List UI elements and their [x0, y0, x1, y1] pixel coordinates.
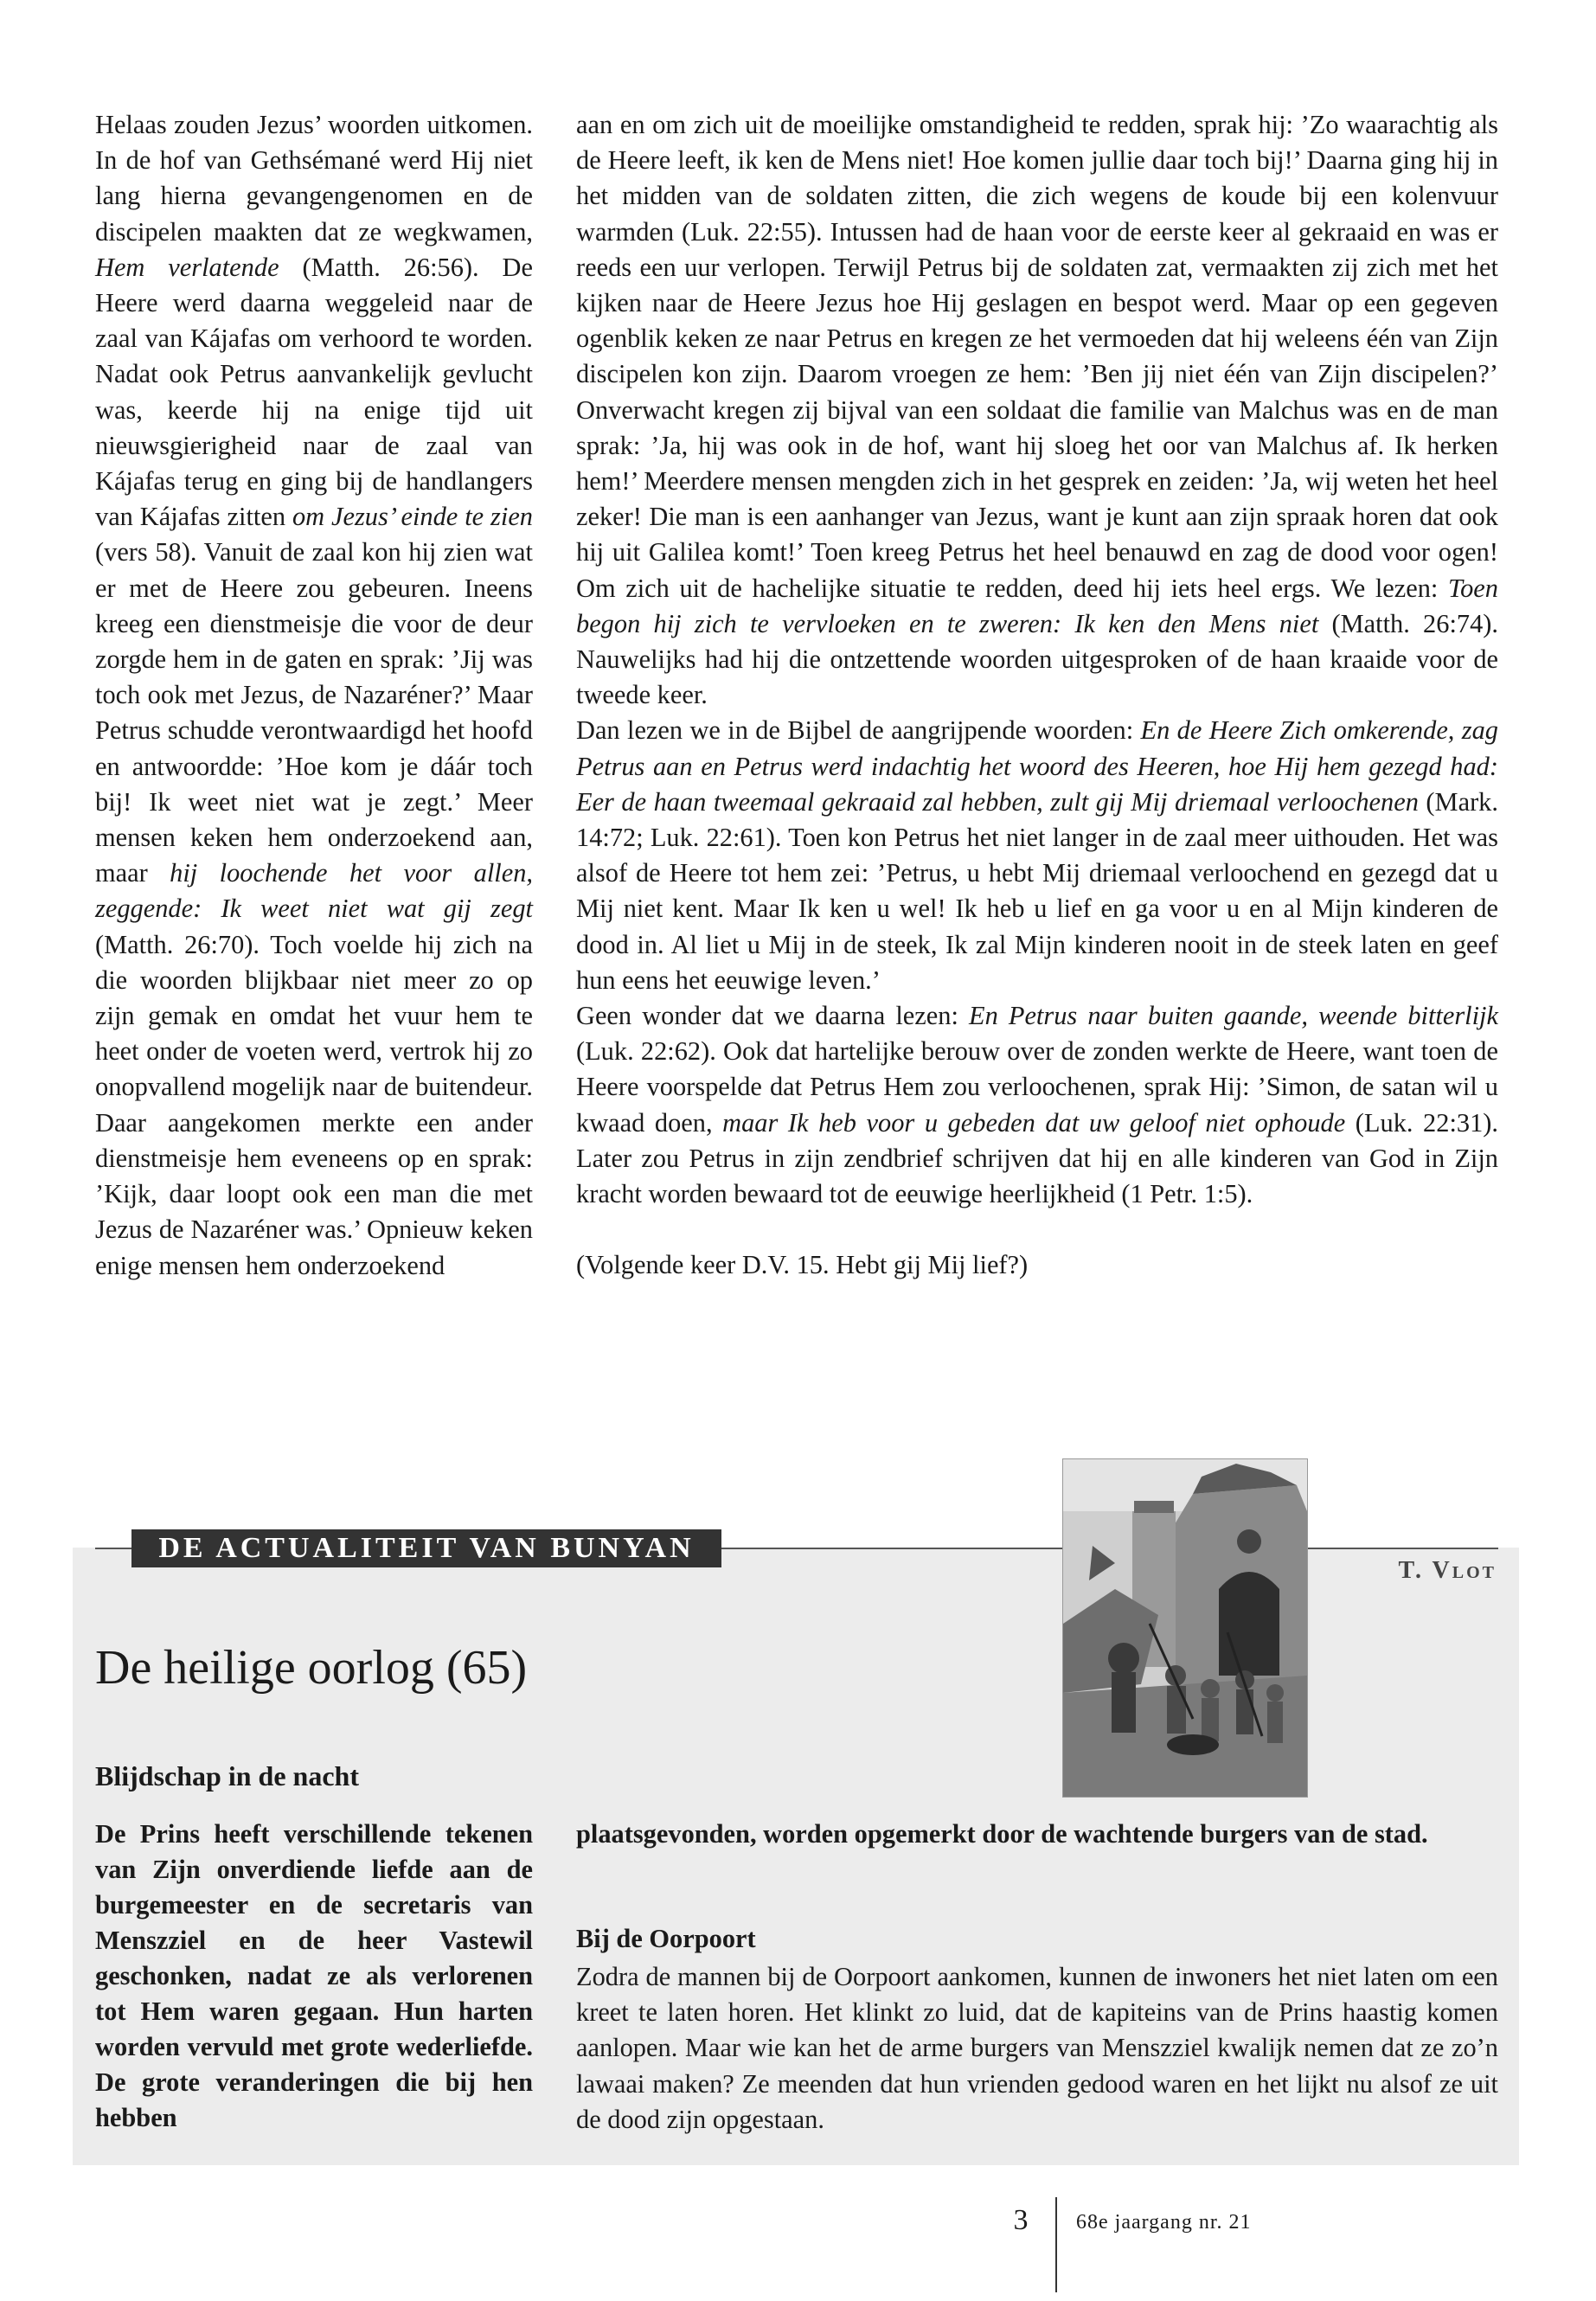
text-run: (Luk. 22:31). Later zou Petrus in zijn zendbrief schrijven dat hij en alle kinderen van God in Zijn kracht worden bewaard tot de eeuwige heerlijkheid (1 Petr. 1:5). [576, 1107, 1499, 1209]
text-run: (Luk. 22:62). Ook dat hartelijke berouw over de zonden werkte de Heere, want toen de Heere voorspelde dat Petrus Hem zou verloochenen, sprak Hij: ’Simon, de satan wil u kwaad doen, [576, 1036, 1498, 1138]
italic-quote: Hem verlatende [95, 252, 279, 282]
article-title: De heilige oorlog (65) [95, 1641, 528, 1695]
right-article-column [576, 107, 1498, 1284]
text-run: (vers 58). Vanuit de zaal kon hij zien wat er met de Heere zou gebeuren. Ineens kreeg een dienstmeisje die voor de deur zorgde hem in de gaten en sprak: ’Jij was toch ook met Jezus, de Nazaréner?’ Maar Petrus schudde verontwaardigd het hoofd en antwoordde: ’Hoe kom je dáár toch bij! Ik weet niet wat je zegt.’ Meer mensen keken hem onderzoekend aan, maar [95, 537, 533, 888]
right-paragraph-2 [576, 713, 1498, 998]
text-run: Dan lezen we in de Bijbel de aangrijpende woorden: [576, 715, 1141, 746]
text-run: (Matth. 26:74). Nauwelijks had hij die ontzettende woorden uitgesproken of de haan kraaide voor de tweede keer. [576, 608, 1498, 710]
text-run: aan en om zich uit de moeilijke omstandigheid te redden, sprak hij: ’Zo waarachtig als de Heere leeft, ik ken de Mens niet! Hoe komen jullie daar toch bij!’ Daarna ging hij in het midden van de soldaten zitten, die zich wegens de koude bij een kolenvuur warmden (Luk. 22:55). Intussen had de haan voor de eerste keer al gekraaid en was er reeds een uur verlopen. Terwijl Petrus bij de soldaten zat, vermaakten zij zich met het kijken naar de Heere Jezus hoe Hij geslagen en bespot werd. Maar op een gegeven ogenblik keken ze naar Petrus en kregen ze het vermoeden dat hij weleens één van Zijn discipelen kon zijn. Daarom vroegen ze hem: ’Ben jij niet één van Zijn discipelen?’ Onverwacht kregen zij bijval van een soldaat die familie van Malchus was en de man sprak: ’Ja, hij was ook in de hof, want hij sloeg het oor van Malchus af. Ik herken hem!’ Meerdere mensen mengden zich in het gesprek en zeiden: ’Ja, wij weten het heel zeker! Die man is een aanhanger van Jezus, want je kunt aan zijn spraak horen dat ook hij uit Galilea komt!’ Toen kreeg Petrus het heel benauwd en zag de dood voor ogen! Om zich uit de hachelijke situatie te redden, deed hij iets heel ergs. We lezen: [576, 110, 1498, 603]
next-time-note: (Volgende keer D.V. 15. Hebt gij Mij lief?) [576, 1250, 1029, 1280]
section-label: DE ACTUALITEIT VAN BUNYAN [131, 1529, 721, 1567]
text-run: (Matth. 26:70). Toch voelde hij zich na die woorden blijkbaar niet meer zo op zijn gemak en omdat het vuur hem te heet onder de voeten werd, vertrok hij zo onopvallend mogelijk naar de buitendeur. Daar aangekomen merkte een ander dienstmeisje hem eveneens op en sprak: ’Kijk, daar loopt ook een man die met Jezus de Nazaréner was.’ Opnieuw keken enige mensen hem onderzoekend [95, 929, 533, 1280]
castle-siege-engraving-icon [1063, 1459, 1307, 1797]
italic-quote: En Petrus naar buiten gaande, weende bitterlijk [969, 1001, 1498, 1031]
footer-divider [1055, 2197, 1057, 2292]
text-run: (Mark. 14:72; Luk. 22:61). Toen kon Petrus het niet langer in de zaal meer uithouden. Het was alsof de Heere tot hem zei: ’Petrus, u hebt Mij driemaal verloochend en gezegd dat u Mij niet kent. Maar Ik ken u wel! Ik heb u lief en ga voor u en al Mijn kinderen de dood in. Al liet u Mij in de steek, Ik zal Mijn kinderen nooit in de steek laten en geef hun eens het eeuwige leven.’ [576, 786, 1498, 995]
italic-quote: om Jezus’ einde te zien [292, 502, 534, 532]
text-run: Helaas zouden Jezus’ woorden uitkomen. In de hof van Gethsémané werd Hij niet lang hierna gevangengenomen en de discipelen maakten dat ze wegkwamen, [95, 110, 533, 247]
text-run: (Matth. 26:56). De Heere werd daarna weggeleid naar de zaal van Kájafas om verhoord te worden. Nadat ook Petrus aanvankelijk gevlucht was, keerde hij na enige tijd uit nieuwsgierigheid naar de zaal van Kájafas terug en ging bij de handlangers van Kájafas zitten [95, 252, 533, 532]
author-name: T. Vlot [1398, 1557, 1497, 1584]
right-paragraph-3 [576, 998, 1498, 1212]
italic-quote: maar Ik heb voor u gebeden dat uw geloof niet ophoude [722, 1107, 1346, 1138]
section-heading: Bij de Oorpoort [576, 1924, 756, 1953]
left-article-column [95, 107, 533, 1284]
text-run: Geen wonder dat we daarna lezen: [576, 1001, 970, 1031]
article-subheading: Blijdschap in de nacht [95, 1760, 359, 1791]
page-number: 3 [1013, 2204, 1029, 2236]
issue-info: 68e jaargang nr. 21 [1076, 2211, 1252, 2234]
engraving-illustration [1062, 1458, 1308, 1798]
section-body: Zodra de mannen bij de Oorpoort aankomen, kunnen de inwoners het niet laten om een kreet te laten horen. Het klinkt zo luid, dat de kapiteins van de Prins haastig komen aanlopen. Maar wie kan het de arme burgers van Menszziel kwalijk nemen dat ze zo’n lawaai maken? Ze meenden dat hun vrienden gedood waren en het lijkt nu alsof ze uit de dood zijn opgestaan. [576, 1962, 1498, 2134]
italic-quote: En de Heere Zich omkerende, zag Petrus aan en Petrus werd indachtig het woord des Heeren, hoe Hij hem gezegd had: Eer de haan tweemaal gekraaid zal hebben, zult gij Mij driemaal verloochenen [576, 715, 1498, 817]
intro-text-right: plaatsgevonden, worden opgemerkt door de wachtende burgers van de stad. [576, 1819, 1428, 1849]
intro-text-left: De Prins heeft verschillende tekenen van Zijn onverdiende liefde aan de burgemeester en de secretaris van Menszziel en de heer Vastewil geschonken, nadat ze als verlorenen tot Hem waren gegaan. Hun harten worden vervuld met grote wederliefde. De grote veranderingen die bij hen hebben [95, 1819, 533, 2132]
left-column-text [95, 107, 533, 1284]
right-paragraph-1 [576, 107, 1498, 713]
italic-quote: Toen begon hij zich te vervloeken en te zweren: Ik ken den Mens niet [576, 573, 1498, 638]
italic-quote: hij loochende het voor allen, zeggende: Ik weet niet wat gij zegt [95, 858, 533, 924]
